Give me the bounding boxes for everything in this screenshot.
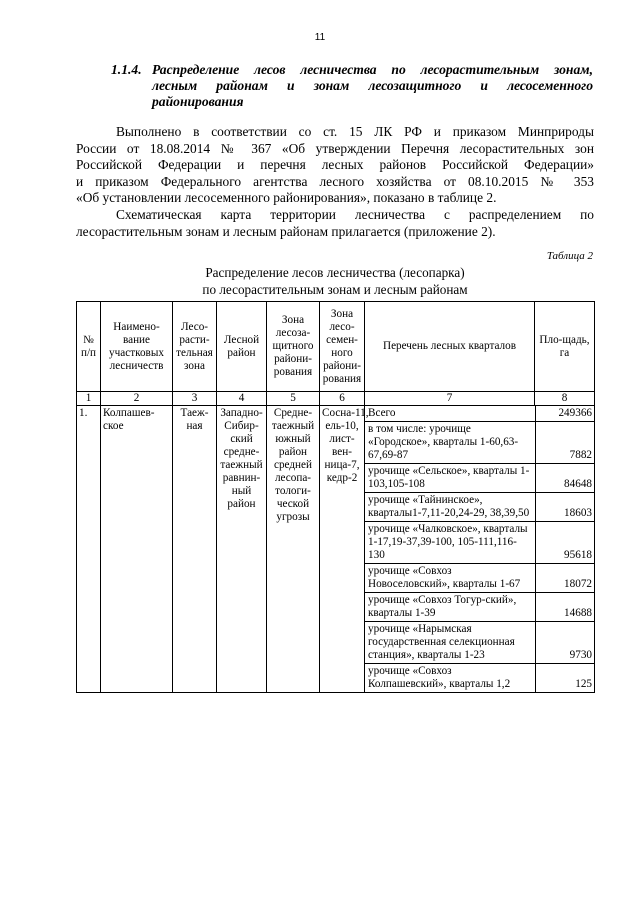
quarter-area: 249366	[535, 406, 595, 422]
quarter-name: урочище «Совхоз Новоселовский», кварталы 1-67	[365, 564, 535, 593]
list-item	[365, 422, 595, 464]
paragraph-1	[76, 124, 594, 207]
row-protection-zone: Средне-таежный южный район средней лесопа-тологи-ческой угрозы	[267, 406, 320, 693]
quarters-list	[365, 406, 595, 693]
column-number: 7	[365, 392, 535, 406]
paragraph-1-line: Выполнено в соответствии со ст. 15 ЛК РФ и приказом Минприроды	[116, 124, 594, 139]
header-protection-zone: Зона лесоза-щитного райони-рования	[267, 302, 320, 392]
paragraph-2-line: Схематическая карта территории лесничества с распределением по	[116, 207, 594, 222]
quarter-area: 9730	[535, 622, 595, 664]
column-number: 1	[77, 392, 101, 406]
header-zone: Лесо-расти-тельная зона	[173, 302, 217, 392]
heading-line-3: районирования	[152, 94, 244, 109]
quarter-area: 7882	[535, 422, 595, 464]
table-row	[77, 406, 595, 693]
row-number: 1.	[77, 406, 101, 693]
row-forestry: Колпашев-ское	[101, 406, 173, 693]
quarter-name: урочище «Тайнинское», кварталы1-7,11-20,24-29, 38,39,50	[365, 493, 535, 522]
quarter-area: 125	[575, 678, 592, 690]
table-header-row	[77, 302, 595, 392]
header-seed-zone: Зона лесо-семен-ного райони-рования	[320, 302, 365, 392]
table-title-line-2: по лесорастительным зонам и лесным районам	[202, 282, 468, 297]
section-heading	[111, 62, 593, 110]
quarter-area: 95618	[535, 522, 595, 564]
list-item	[365, 406, 595, 422]
list-item	[365, 664, 595, 693]
heading-text-1: Распределение лесов лесничества по лесорастительным зонам,	[152, 62, 593, 77]
header-area: Пло-щадь, га	[535, 302, 595, 392]
quarter-area: 18072	[535, 564, 595, 593]
row-seed-zone: Сосна-11, ель-10, лист-вен-ница-7, кедр-2	[320, 406, 365, 693]
quarter-name: в том числе: урочище «Городское», кварталы 1-60,63-67,69-87	[365, 422, 535, 464]
paragraph-1-line: «Об установлении лесосеменного районирования», показано в таблице 2.	[76, 190, 497, 205]
column-number: 4	[217, 392, 267, 406]
table-title-line-1: Распределение лесов лесничества (лесопарка)	[205, 265, 465, 280]
list-item	[365, 593, 595, 622]
heading-line-2: лесным районам и зонам лесозащитного и лесосеменного	[152, 78, 593, 93]
quarter-name: урочище «Совхоз Тогур-ский», кварталы 1-39	[365, 593, 535, 622]
list-item	[365, 622, 595, 664]
quarter-name: урочище «Сельское», кварталы 1-103,105-108	[365, 464, 535, 493]
header-quarters: Перечень лесных кварталов	[365, 302, 535, 392]
heading-number: 1.1.4.	[111, 62, 142, 77]
quarter-area: 18603	[535, 493, 595, 522]
quarter-name: урочище «Чалковское», кварталы 1-17,19-37,39-100, 105-111,116-130	[365, 522, 535, 564]
column-number: 8	[535, 392, 595, 406]
row-district: Западно-Сибир-ский средне-таежный равнин-ный район	[217, 406, 267, 693]
column-number: 5	[267, 392, 320, 406]
column-number: 6	[320, 392, 365, 406]
quarter-name: урочище «Совхоз Колпашевский», кварталы 1,2	[365, 664, 535, 693]
list-item	[365, 464, 595, 493]
list-item	[365, 564, 595, 593]
quarter-area: 84648	[535, 464, 595, 493]
heading-line-1	[111, 62, 593, 78]
paragraph-1-line: и приказом Федерального агентства лесного хозяйства от 08.10.2015 № 353	[76, 173, 594, 189]
paragraph-1-line: России от 18.08.2014 № 367 «Об утверждении Перечня лесорастительных зон	[76, 140, 594, 156]
page-number: 11	[314, 32, 326, 43]
column-number: 3	[173, 392, 217, 406]
header-forestry: Наимено-вание участковых лесничеств	[101, 302, 173, 392]
quarters-subtable	[365, 406, 595, 692]
table-title	[0, 264, 640, 298]
quarter-area: 14688	[535, 593, 595, 622]
column-number-row	[77, 392, 595, 406]
forest-distribution-table	[76, 301, 595, 693]
list-item	[365, 493, 595, 522]
row-zone: Таеж-ная	[173, 406, 217, 693]
header-district: Лесной район	[217, 302, 267, 392]
quarter-name: Всего	[365, 406, 535, 422]
table-label: Таблица 2	[546, 250, 593, 262]
paragraph-2-line: лесорастительным зонам и лесным районам прилагается (приложение 2).	[76, 223, 496, 239]
paragraph-1-line: Российской Федерации и перечня лесных районов Российской Федерации»	[76, 157, 594, 172]
header-num: № п/п	[77, 302, 101, 392]
column-number: 2	[101, 392, 173, 406]
list-item	[365, 522, 595, 564]
quarter-name: урочище «Нарымская государственная селекционная станция», кварталы 1-23	[365, 622, 535, 664]
paragraph-2	[76, 207, 594, 240]
